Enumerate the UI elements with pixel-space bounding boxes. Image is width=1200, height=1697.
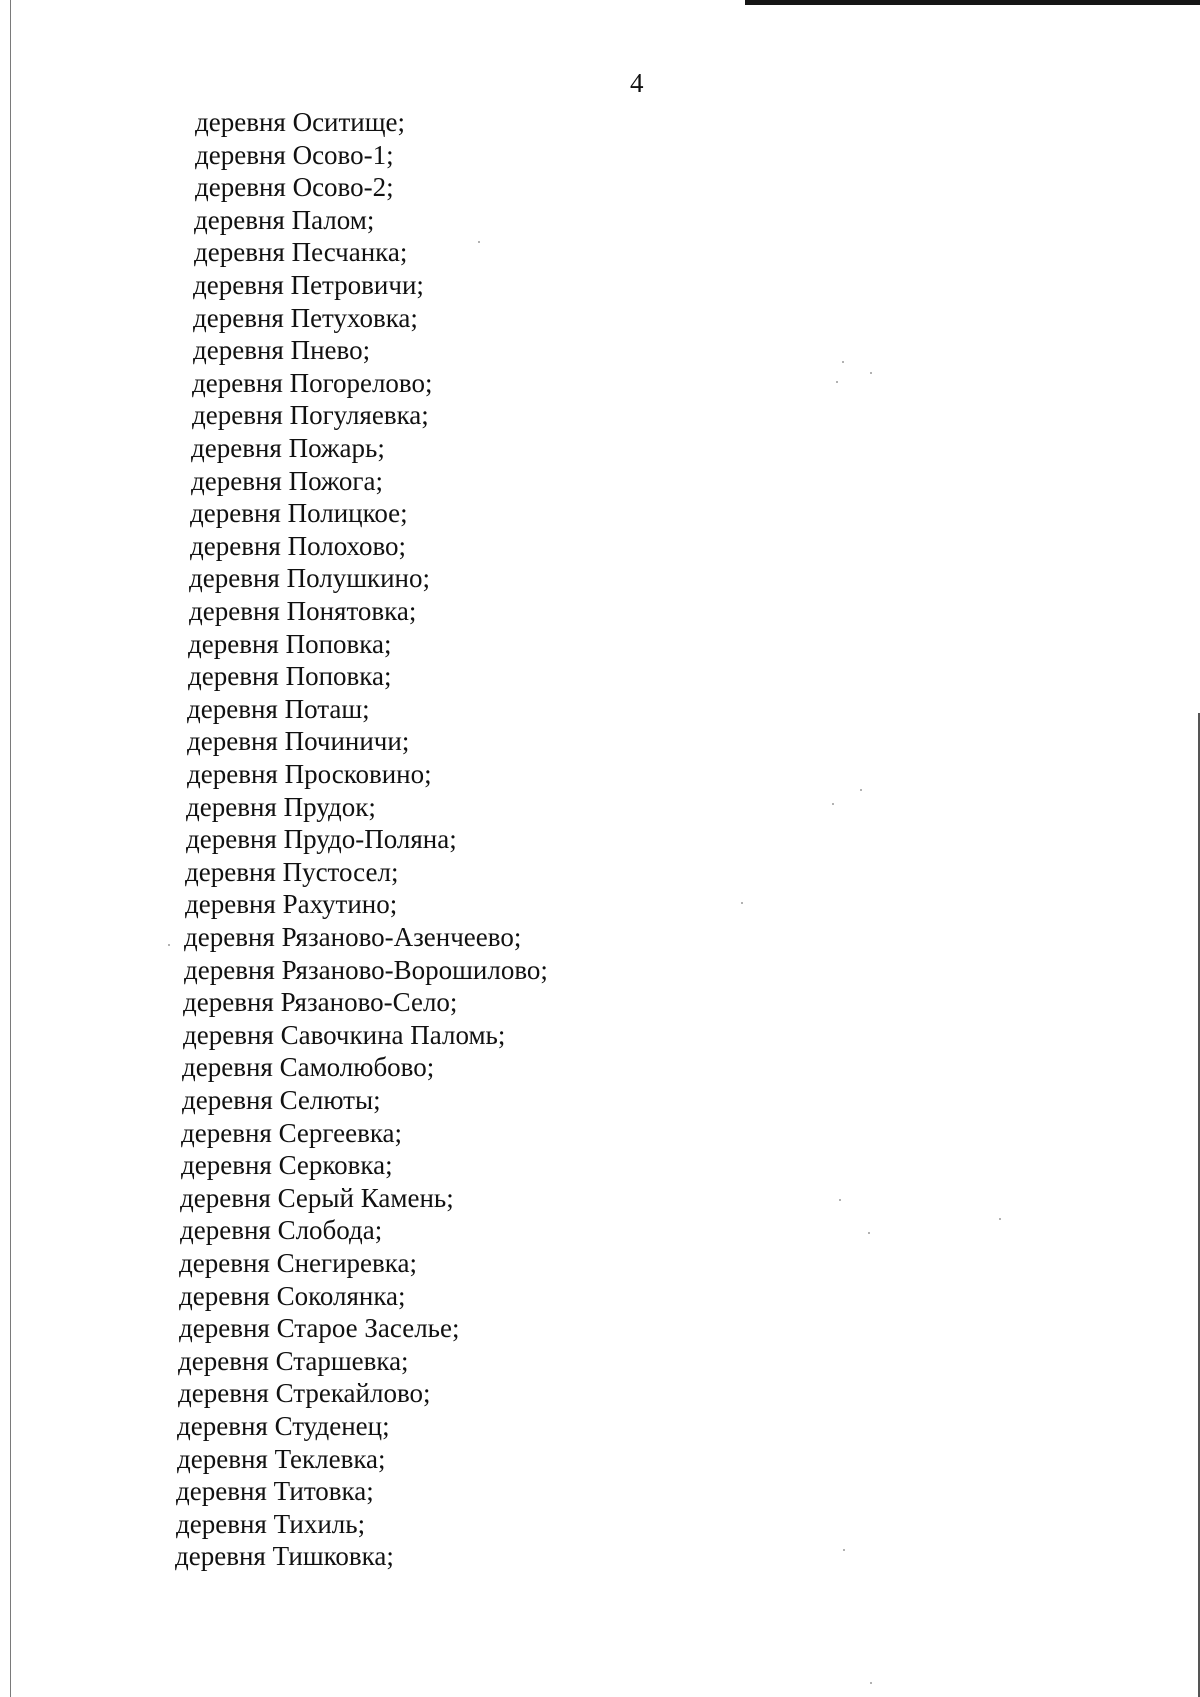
scan-speck — [999, 1218, 1001, 1220]
list-item: деревня Селюты; — [182, 1085, 381, 1115]
list-item: деревня Самолюбово; — [182, 1052, 435, 1083]
list-item: деревня Погуляевка; — [192, 400, 429, 431]
list-item: деревня Поташ; — [187, 693, 370, 724]
scan-speck — [870, 1682, 872, 1684]
scan-speck — [478, 241, 480, 243]
list-item: деревня Поповка; — [188, 628, 392, 659]
list-item: деревня Старое Заселье; — [179, 1313, 460, 1344]
scan-speck — [832, 803, 834, 805]
list-item: деревня Полушкино; — [189, 563, 430, 594]
list-item: деревня Полохово; — [190, 530, 407, 561]
list-item: деревня Петровичи; — [193, 270, 424, 300]
scan-speck — [843, 1549, 845, 1551]
list-item: деревня Рязаново-Ворошилово; — [184, 954, 548, 985]
list-item: деревня Рахутино; — [185, 889, 398, 920]
list-item: деревня Серковка; — [181, 1150, 393, 1181]
scan-speck — [842, 361, 844, 363]
list-item: деревня Стрекайлово; — [178, 1378, 431, 1409]
list-item: деревня Рязаново-Село; — [183, 987, 458, 1018]
list-item: деревня Прудок; — [186, 791, 376, 822]
list-item: деревня Старшевка; — [178, 1345, 409, 1376]
list-item: деревня Тишковка; — [175, 1541, 394, 1572]
list-item: деревня Савочкина Паломь; — [183, 1019, 506, 1050]
scan-speck — [870, 372, 872, 374]
list-item: деревня Прудо-Поляна; — [186, 824, 457, 855]
scan-speck — [168, 944, 170, 946]
list-item: деревня Студенец; — [177, 1411, 390, 1441]
list-item: деревня Понятовка; — [189, 596, 417, 626]
list-item: деревня Оситище; — [195, 107, 406, 137]
list-item: деревня Петуховка; — [193, 302, 418, 333]
list-item: деревня Пустосел; — [185, 856, 399, 887]
list-item: деревня Соколянка; — [179, 1280, 406, 1311]
list-item: деревня Пнево; — [193, 335, 371, 366]
scan-speck — [836, 381, 838, 383]
list-item: деревня Теклевка; — [177, 1443, 386, 1474]
list-item: деревня Серый Камень; — [180, 1182, 454, 1213]
list-item: деревня Осово-2; — [195, 172, 394, 203]
list-item: деревня Осово-1; — [195, 139, 394, 170]
list-item: деревня Палом; — [194, 204, 375, 235]
page-left-edge — [10, 0, 11, 1697]
list-item: деревня Починичи; — [187, 726, 410, 757]
list-item: деревня Тихиль; — [176, 1508, 366, 1539]
list-item: деревня Песчанка; — [194, 237, 408, 268]
scan-speck — [868, 1232, 870, 1234]
list-item: деревня Пожога; — [191, 465, 383, 496]
list-item: деревня Слобода; — [180, 1215, 383, 1246]
list-item: деревня Рязаново-Азенчеево; — [184, 922, 522, 952]
list-item: деревня Просковино; — [187, 759, 432, 789]
list-item: деревня Сергеевка; — [181, 1117, 403, 1148]
list-item: деревня Пожарь; — [191, 433, 385, 463]
list-item: деревня Снегиревка; — [179, 1248, 417, 1278]
list-item: деревня Титовка; — [176, 1476, 374, 1507]
scan-speck — [741, 902, 743, 904]
scan-top-bar — [745, 0, 1200, 5]
list-item: деревня Погорелово; — [192, 367, 433, 398]
scan-speck — [839, 1199, 841, 1201]
scan-speck — [860, 789, 862, 791]
list-item: деревня Полицкое; — [190, 498, 408, 529]
list-item: деревня Поповка; — [188, 661, 392, 692]
page-number: 4 — [630, 68, 644, 98]
